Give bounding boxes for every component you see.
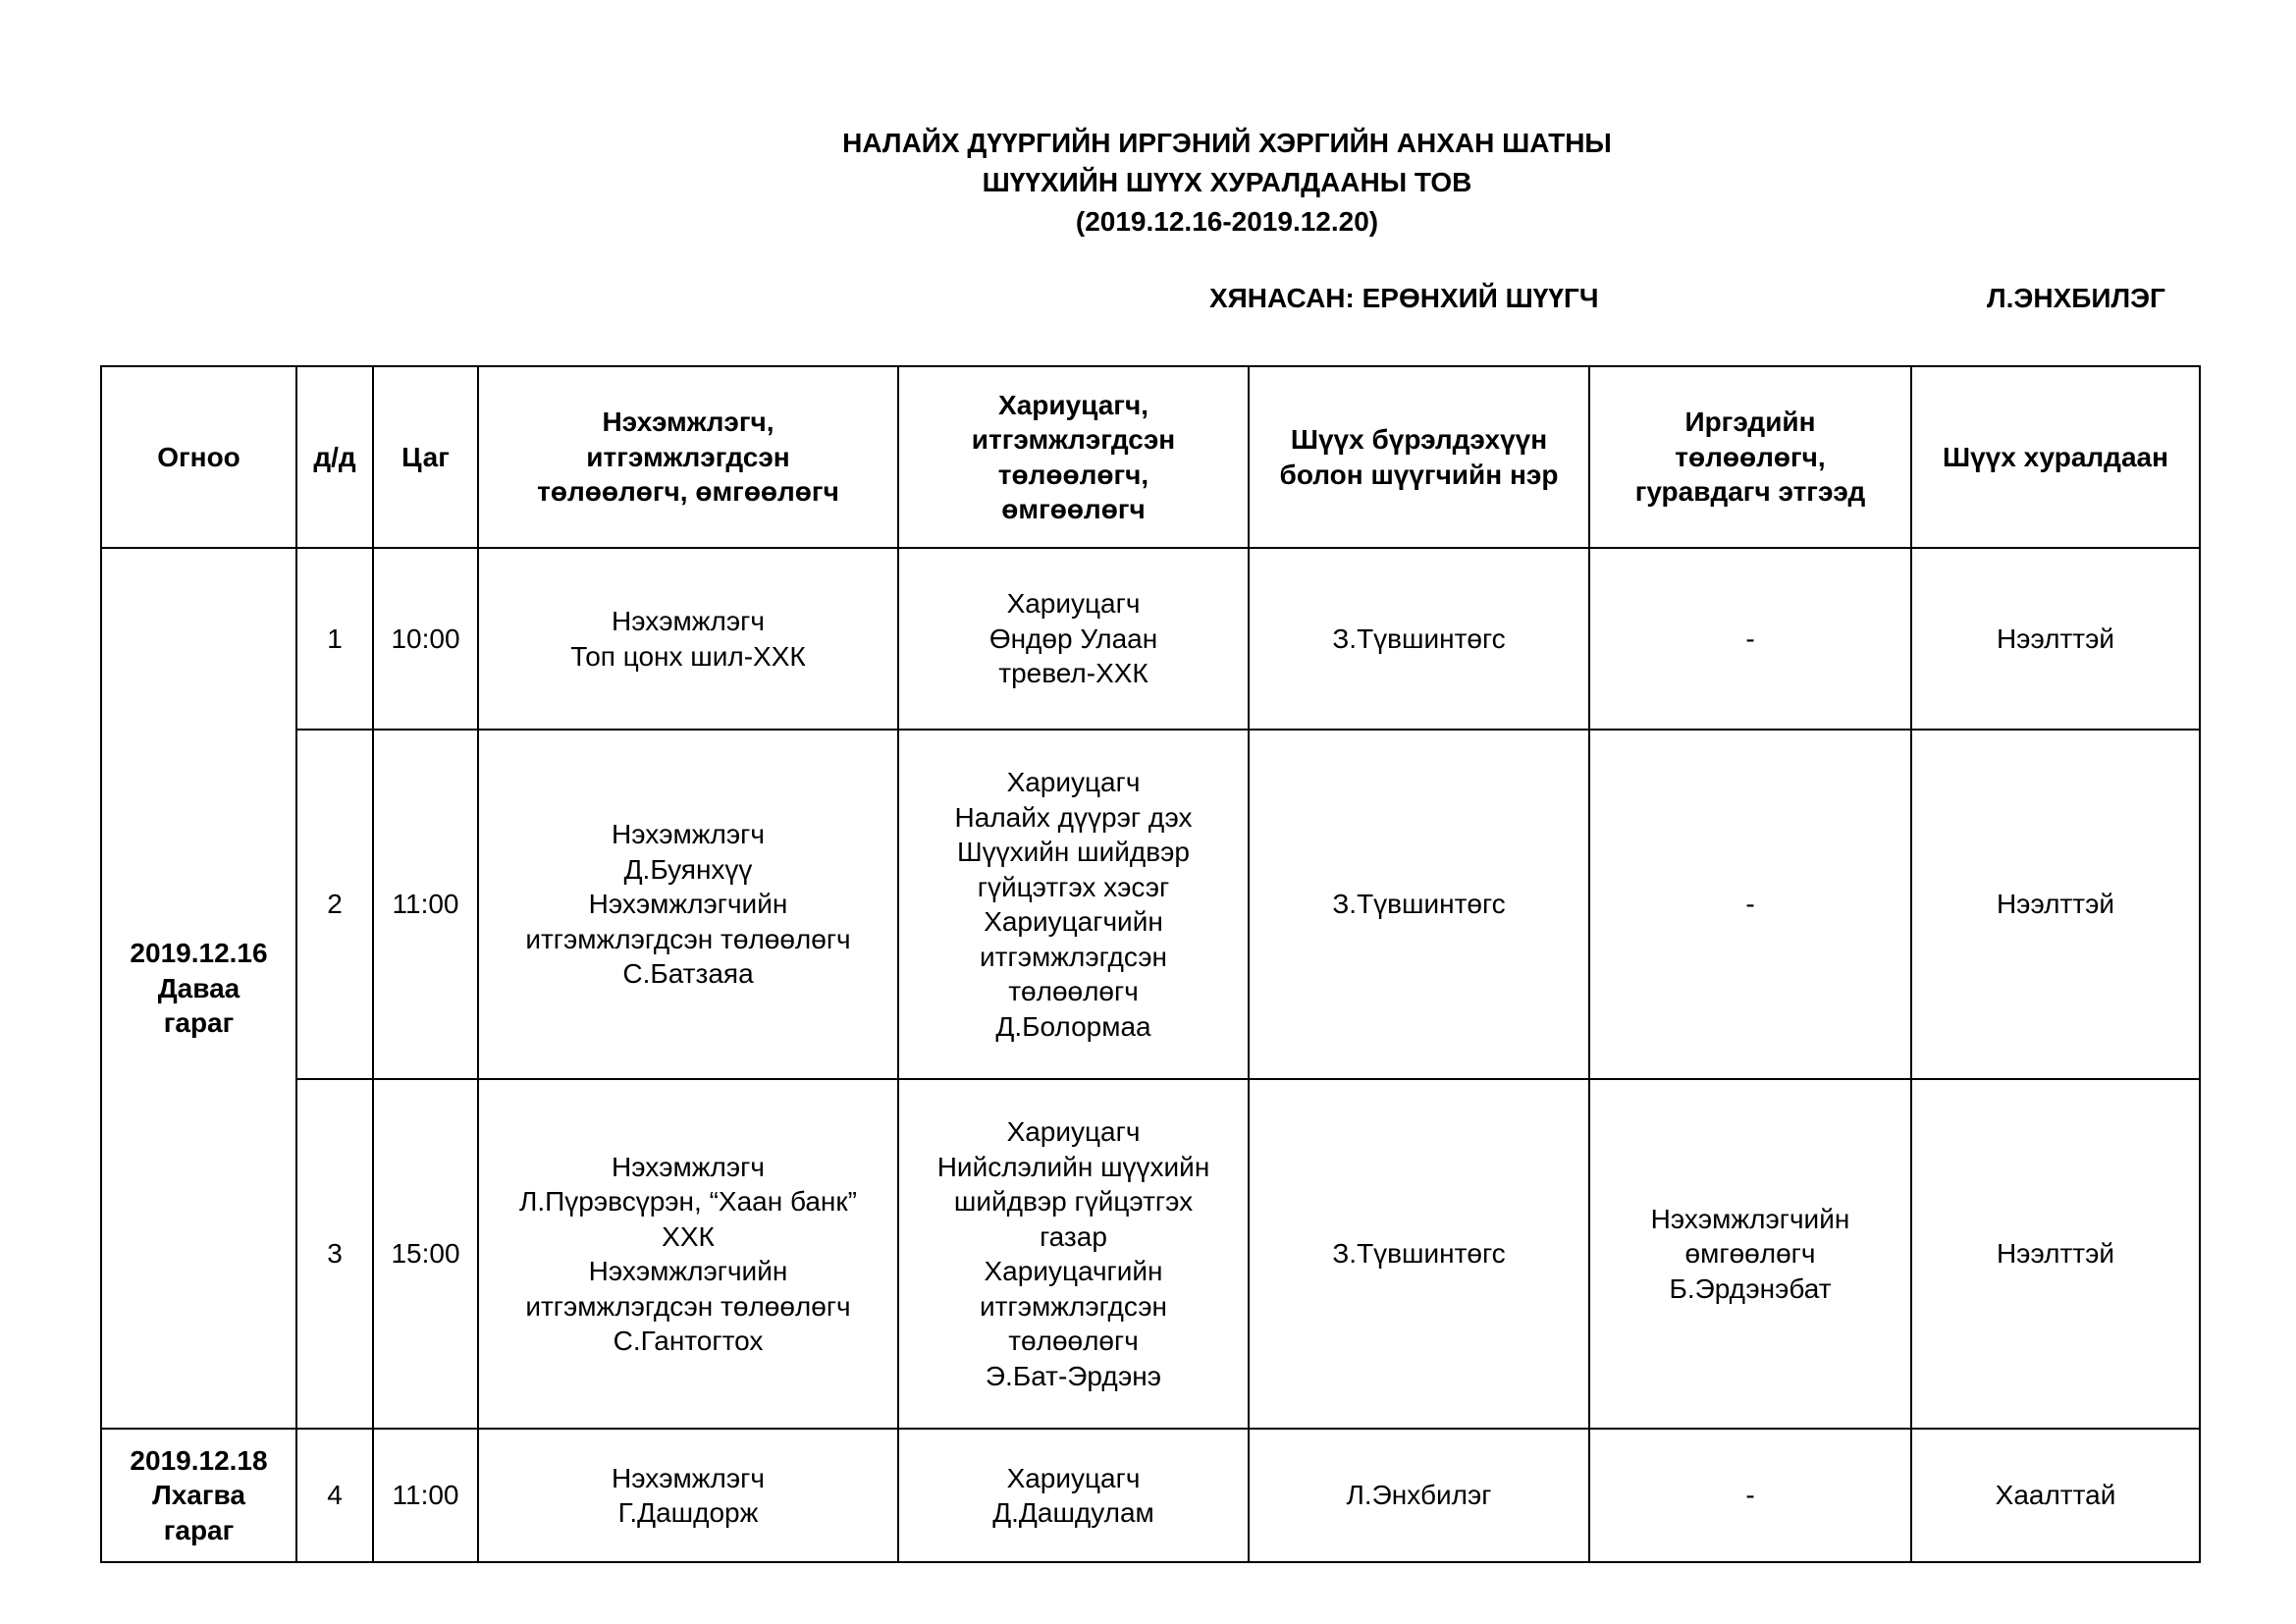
column-header-number: д/д (296, 366, 373, 548)
reviewer-name: Л.ЭНХБИЛЭГ (1987, 283, 2165, 313)
hearing-schedule-table (100, 365, 2201, 1563)
row-time: 15:00 (373, 1079, 478, 1429)
column-header-date: Огноо (101, 366, 296, 548)
table-row (101, 1429, 2200, 1562)
table-row (101, 730, 2200, 1079)
row-judge: З.Түвшинтөгс (1249, 1079, 1589, 1429)
title-line-1: НАЛАЙХ ДҮҮРГИЙН ИРГЭНИЙ ХЭРГИЙН АНХАН ШАТНЫ (842, 128, 1612, 158)
table-row (101, 1079, 2200, 1429)
row-judge: З.Түвшинтөгс (1249, 548, 1589, 730)
row-session: Нээлттэй (1911, 1079, 2200, 1429)
row-defendant: Хариуцагч Нийслэлийн шүүхийн шийдвэр гүйцэтгэх газар Хариуцачгийн итгэмжлэгдсэн төлөөлөгч Э.Бат-Эрдэнэ (898, 1079, 1249, 1429)
row-session: Нээлттэй (1911, 730, 2200, 1079)
column-header-time: Цаг (373, 366, 478, 548)
row-defendant: Хариуцагч Өндөр Улаан тревел-ХХК (898, 548, 1249, 730)
row-plaintiff: Нэхэмжлэгч Топ цонх шил-ХХК (478, 548, 898, 730)
column-header-session: Шүүх хуралдаан (1911, 366, 2200, 548)
table-row (101, 548, 2200, 730)
row-third-party: Нэхэмжлэгчийн өмгөөлөгч Б.Эрдэнэбат (1589, 1079, 1911, 1429)
column-header-plaintiff: Нэхэмжлэгч, итгэмжлэгдсэн төлөөлөгч, өмгөөлөгч (478, 366, 898, 548)
table-header-row (101, 366, 2200, 548)
column-header-judge: Шүүх бүрэлдэхүүн болон шүүгчийн нэр (1249, 366, 1589, 548)
title-line-2: ШҮҮХИЙН ШҮҮХ ХУРАЛДААНЫ ТОВ (982, 167, 1472, 197)
title-date-range: (2019.12.16-2019.12.20) (1075, 206, 1379, 237)
date-cell: 2019.12.16 Даваа гараг (101, 548, 296, 1429)
row-third-party: - (1589, 730, 1911, 1079)
row-number: 3 (296, 1079, 373, 1429)
row-plaintiff: Нэхэмжлэгч Д.Буянхүү Нэхэмжлэгчийн итгэмжлэгдсэн төлөөлөгч С.Батзаяа (478, 730, 898, 1079)
row-time: 10:00 (373, 548, 478, 730)
row-defendant: Хариуцагч Д.Дашдулам (898, 1429, 1249, 1562)
row-number: 4 (296, 1429, 373, 1562)
row-defendant: Хариуцагч Налайх дүүрэг дэх Шүүхийн шийдвэр гүйцэтгэх хэсэг Хариуцагчийн итгэмжлэгдсэн төлөөлөгч Д.Болормаа (898, 730, 1249, 1079)
row-judge: З.Түвшинтөгс (1249, 730, 1589, 1079)
row-third-party: - (1589, 548, 1911, 730)
document-title (687, 124, 1767, 242)
row-session: Хаалттай (1911, 1429, 2200, 1562)
reviewed-by-label: ХЯНАСАН: ЕРӨНХИЙ ШҮҮГЧ (1209, 283, 1599, 313)
row-number: 1 (296, 548, 373, 730)
row-third-party: - (1589, 1429, 1911, 1562)
column-header-defendant: Хариуцагч, итгэмжлэгдсэн төлөөлөгч, өмгөөлөгч (898, 366, 1249, 548)
row-time: 11:00 (373, 1429, 478, 1562)
date-cell: 2019.12.18 Лхагва гараг (101, 1429, 296, 1562)
column-header-third-party: Иргэдийн төлөөлөгч, гуравдагч этгээд (1589, 366, 1911, 548)
row-session: Нээлттэй (1911, 548, 2200, 730)
row-number: 2 (296, 730, 373, 1079)
row-plaintiff: Нэхэмжлэгч Л.Пүрэвсүрэн, “Хаан банк” ХХК Нэхэмжлэгчийн итгэмжлэгдсэн төлөөлөгч С.Гантогтох (478, 1079, 898, 1429)
row-judge: Л.Энхбилэг (1249, 1429, 1589, 1562)
row-time: 11:00 (373, 730, 478, 1079)
row-plaintiff: Нэхэмжлэгч Г.Дашдорж (478, 1429, 898, 1562)
